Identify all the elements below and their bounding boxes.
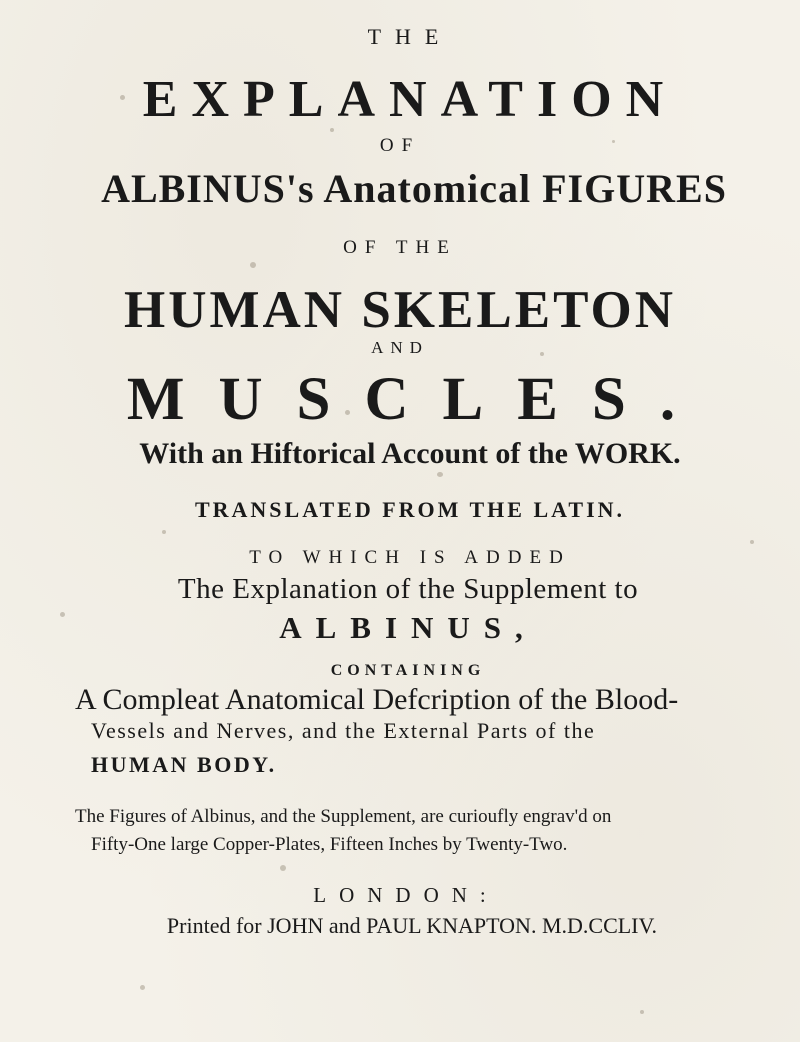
foxing-spot <box>612 140 615 143</box>
foxing-spot <box>345 410 350 415</box>
containing-line: CONTAINING <box>330 662 486 679</box>
foxing-spot <box>640 1010 644 1014</box>
plates-note-line-2: Fifty-One large Copper-Plates, Fifteen Inches by Twenty-Two. <box>91 834 568 855</box>
description-line-3: HUMAN BODY. <box>91 752 277 777</box>
supplement-explanation-line: The Explanation of the Supplement to <box>177 573 639 605</box>
heading-and: AND <box>371 338 429 357</box>
description-line-2: Vessels and Nerves, and the External Parts of the <box>91 718 596 743</box>
foxing-spot <box>250 262 256 268</box>
heading-of-the: OF THE <box>343 237 457 258</box>
foxing-spot <box>140 985 145 990</box>
foxing-spot <box>750 540 754 544</box>
heading-albinus-figures: ALBINUS's Anatomical FIGURES <box>101 166 727 211</box>
foxing-spot <box>60 612 65 617</box>
foxing-spot <box>330 128 334 132</box>
description-line-1: A Compleat Anatomical Defcription of the Blood- <box>75 683 679 716</box>
foxing-spot <box>540 352 544 356</box>
subtitle-historical-account: With an Hiftorical Account of the WORK. <box>139 437 681 470</box>
foxing-spot <box>437 472 443 477</box>
translated-line: TRANSLATED FROM THE LATIN. <box>194 497 626 522</box>
heading-explanation: EXPLANATION <box>142 71 678 128</box>
foxing-spot <box>280 865 286 871</box>
to-which-added-line: TO WHICH IS ADDED <box>249 547 571 568</box>
albinus-line: ALBINUS, <box>279 610 537 645</box>
imprint-place: LONDON: <box>313 883 499 907</box>
heading-muscles: MUSCLES. <box>126 366 710 433</box>
foxing-spot <box>120 95 125 100</box>
heading-of: OF <box>379 135 421 156</box>
imprint-printer: Printed for JOHN and PAUL KNAPTON. M.D.CCLIV. <box>166 913 658 938</box>
foxing-spot <box>162 530 166 534</box>
heading-the: THE <box>367 24 453 49</box>
heading-human-skeleton: HUMAN SKELETON <box>124 281 676 339</box>
plates-note-line-1: The Figures of Albinus, and the Supplement, are curioufly engrav'd on <box>75 806 612 827</box>
